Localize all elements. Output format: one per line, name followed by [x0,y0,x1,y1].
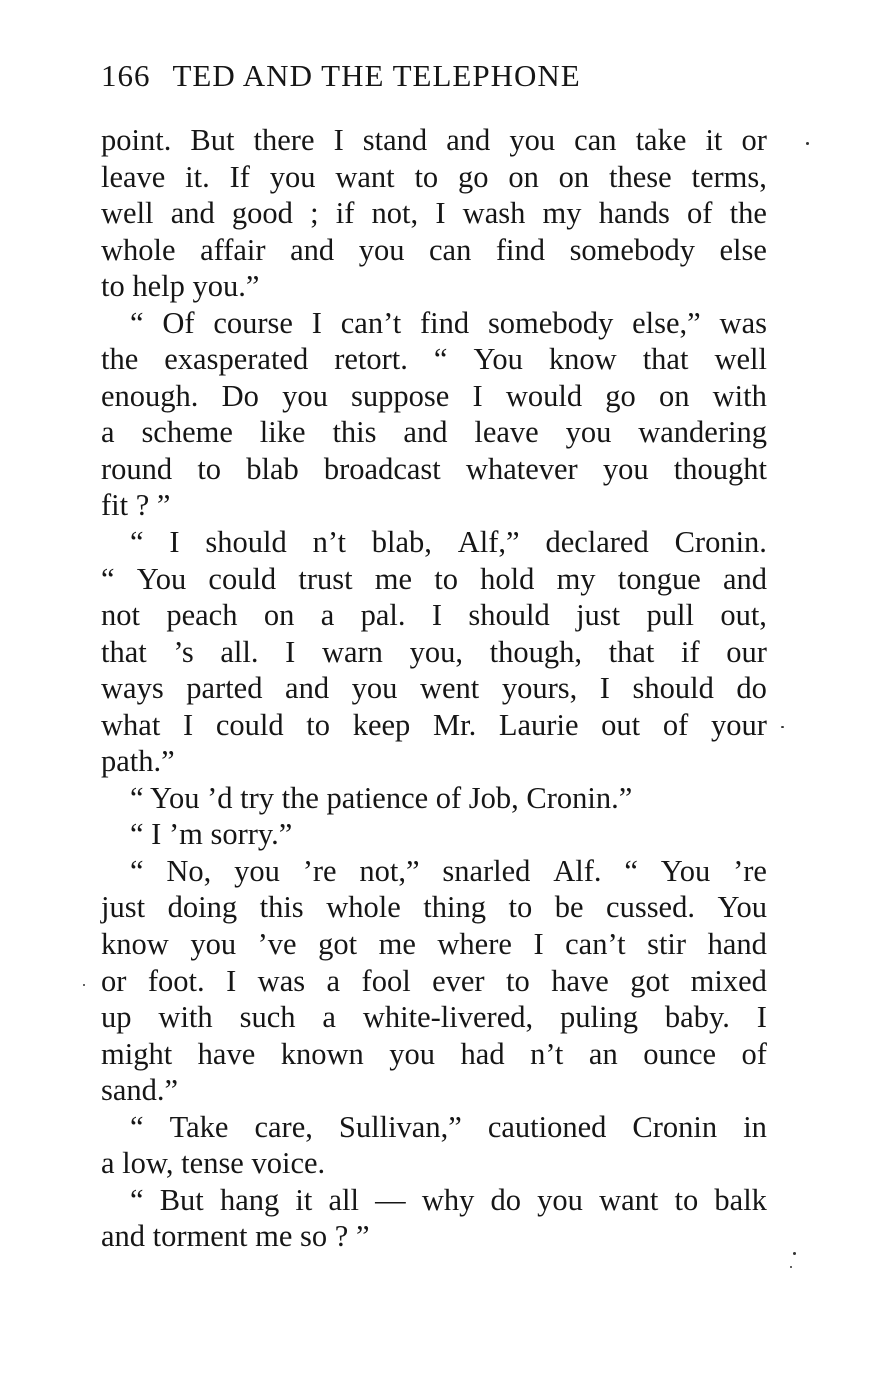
text-line: or foot. I was a fool ever to have got mixed [101,963,767,998]
text-line: enough. Do you suppose I would go on with [101,378,767,413]
text-line: might have known you had n’t an ounce of [101,1036,767,1071]
text-line: up with such a white-livered, puling baby. I [101,1000,767,1035]
paper-speck [790,1266,792,1268]
text-line: ways parted and you went yours, I should do [101,671,767,706]
text-line: “ You ’d try the patience of Job, Cronin.” [130,780,633,815]
page-number: 166 [101,58,151,93]
text-line: “ I ’m sorry.” [130,817,293,852]
text-line: the exasperated retort. “ You know that well [101,342,767,377]
text-line: path.” [101,744,175,779]
text-line: “ Take care, Sullivan,” cautioned Cronin in [130,1109,767,1144]
text-line: round to blab broadcast whatever you thought [101,451,767,486]
text-line: “ I should n’t blab, Alf,” declared Cronin. [130,525,767,560]
text-line: what I could to keep Mr. Laurie out of your [101,707,767,742]
paper-speck [83,984,85,986]
text-line: leave it. If you want to go on on these terms, [101,159,767,194]
text-line: whole affair and you can find somebody else [101,232,767,267]
text-line: a scheme like this and leave you wandering [101,415,767,450]
text-line: well and good ; if not, I wash my hands of the [101,196,767,231]
text-line: “ Of course I can’t find somebody else,” was [130,305,767,340]
running-head [101,56,781,96]
text-line: to help you.” [101,269,260,304]
text-line: fit ? ” [101,488,171,523]
paper-speck [781,726,784,728]
text-line: “ No, you ’re not,” snarled Alf. “ You ’re [130,853,767,888]
text-line: know you ’ve got me where I can’t stir hand [101,927,767,962]
text-line: that ’s all. I warn you, though, that if our [101,634,767,669]
text-line: a low, tense voice. [101,1146,326,1181]
text-line: “ But hang it all — why do you want to balk [130,1182,767,1217]
text-line: sand.” [101,1073,179,1108]
text-line: “ You could trust me to hold my tongue and [101,561,767,596]
text-line: just doing this whole thing to be cussed. You [101,890,767,925]
paper-speck [793,1252,796,1255]
text-line: not peach on a pal. I should just pull out, [101,598,767,633]
paper-speck [806,142,809,145]
text-line: and torment me so ? ” [101,1219,370,1254]
body-text [101,122,767,1255]
text-line: point. But there I stand and you can take it or [101,123,767,157]
running-title: TED AND THE TELEPHONE [172,58,581,93]
